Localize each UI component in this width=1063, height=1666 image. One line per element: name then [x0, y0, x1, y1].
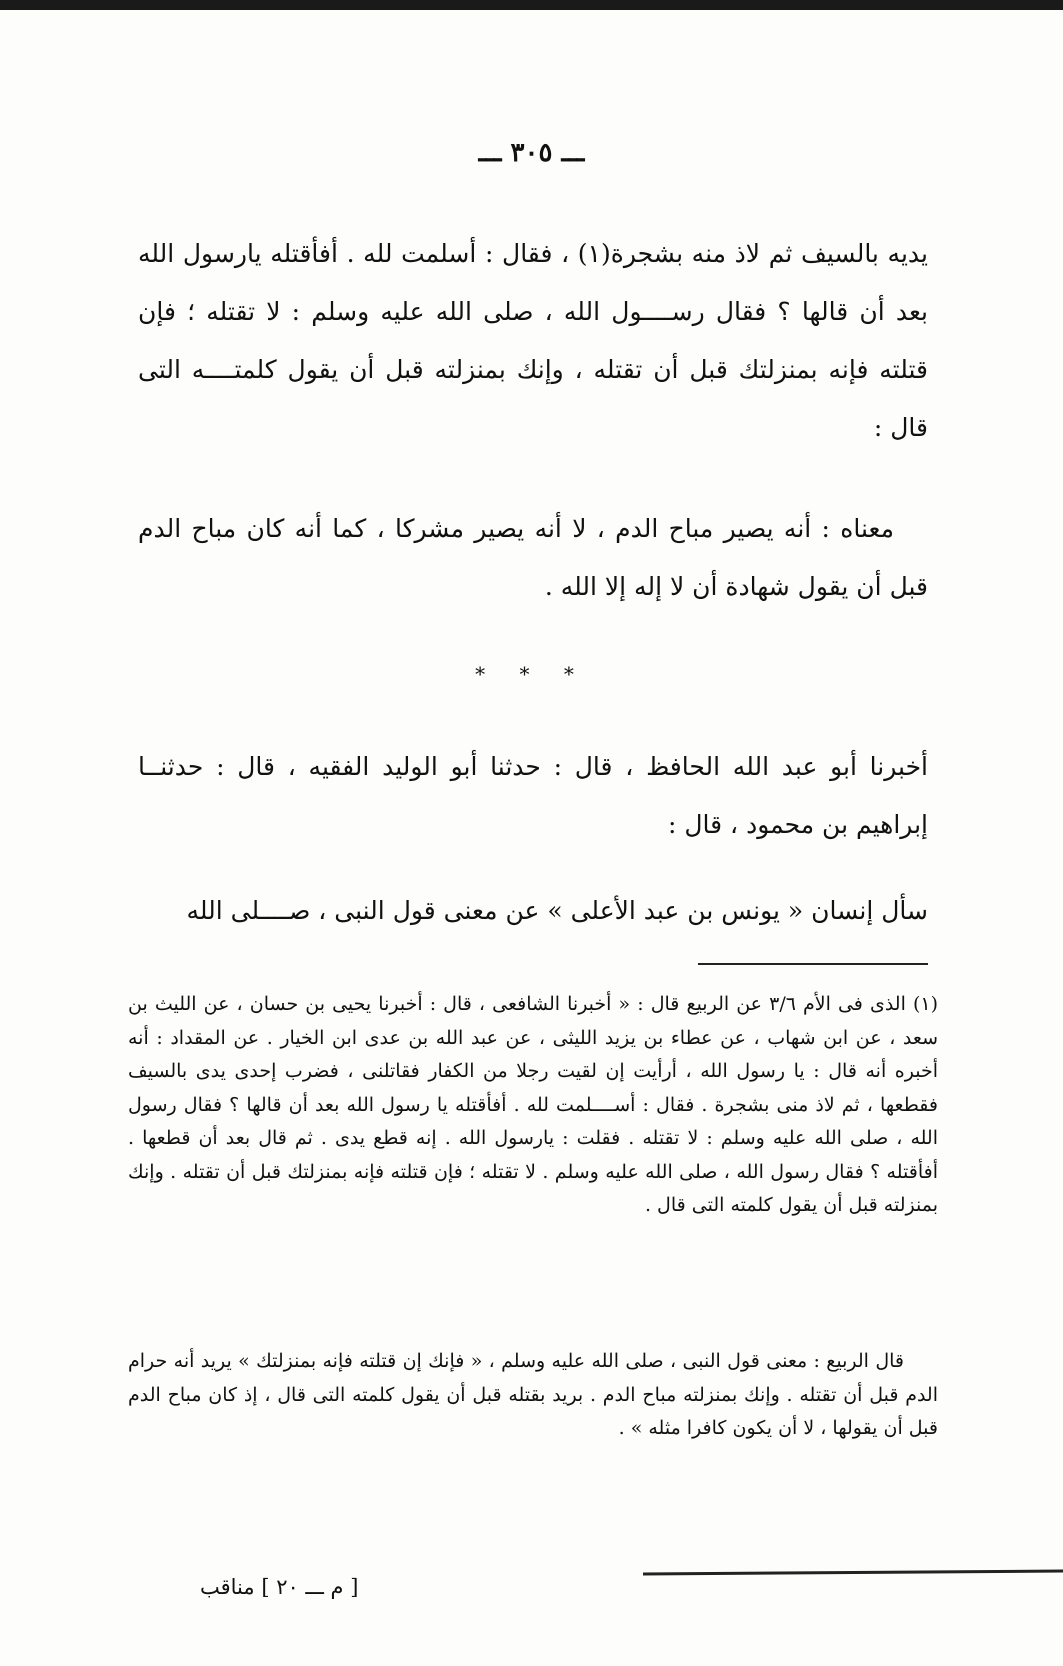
paragraph-commentary-text: معناه : أنه يصير مباح الدم ، لا أنه يصير مشركا ، كما أنه كان مباح الدم قبل أن يقول شهادة أن لا إله إلا الله . [138, 514, 928, 601]
footnote-continuation-text: قال الربيع : معنى قول النبى ، صلى الله عليه وسلم ، « فإنك إن قتلته فإنه بمنزلتك » يريد أنه حرام الدم قبل أن تقتله . وإنك بمنزلته مباح الدم . بريد بقتله قبل أن يقول كلمته التى قال ، إذ كان مباح الدم قبل أن يقولها ، لا أن يكون كافرا مثله » . [128, 1350, 938, 1439]
paragraph-question: سأل إنسان « يونس بن عبد الأعلى » عن معنى قول النبى ، صــــلى الله [186, 896, 928, 925]
paragraph-commentary [138, 500, 928, 616]
footnote-continuation [128, 1345, 938, 1446]
scan-edge-top [0, 0, 1063, 10]
paragraph-isnad: أخبرنا أبو عبد الله الحافظ ، قال : حدثنا أبو الوليد الفقيه ، قال : حدثنــا إبراهيم بن محمود ، قال : [138, 752, 928, 839]
page-number: ـــ ٣٠٥ ـــ [478, 138, 585, 168]
section-separator: * * * [475, 662, 588, 686]
footnote-divider [698, 963, 928, 965]
paragraph-continuation: يديه بالسيف ثم لاذ منه بشجرة(١) ، فقال : أسلمت لله . أفأقتله يارسول الله بعد أن قالها ؟ فقال رســــول الله ، صلى الله عليه وسلم : لا تقتله ؛ فإن قتلته فإنه بمنزلتك قبل أن تقتله ، وإنك بمنزلته قبل أن يقول كلمتــــه التى قال : [138, 239, 928, 442]
signature-mark: [ م ـــ ٢٠ ] مناقب [200, 1575, 359, 1599]
footnote-1: (١) الذى فى الأم ٣/٦ عن الربيع قال : « أخبرنا الشافعى ، قال : أخبرنا يحيى بن حسان ، عن الليث بن سعد ، عن ابن شهاب ، عن عطاء بن يزيد الليثى ، عن عبد الله بن عدى ابن الخيار . عن المقداد : أنه أخبره أنه قال : يا رسول الله ، أرأيت إن لقيت رجلا من الكفار فقاتلنى ، فضرب إحدى يدى بالسيف فقطعها ، ثم لاذ منى بشجرة . فقال : أســــلمت لله . أفأقتله يا رسول الله بعد أن قالها ؟ فقال رسول الله ، صلى الله عليه وسلم : لا تقتله . فقلت : يارسول الله . إنه قطع يدى . ثم قال بعد أن قطعها . أفأقتله ؟ فقال رسول الله ، صلى الله عليه وسلم . لا تقتله ؛ فإن قتلته فإنه بمنزلتك قبل أن تقتله . وإنك بمنزلته قبل أن يقول كلمته التى قال . [128, 993, 939, 1216]
scan-edge-bottom [643, 1570, 1063, 1576]
